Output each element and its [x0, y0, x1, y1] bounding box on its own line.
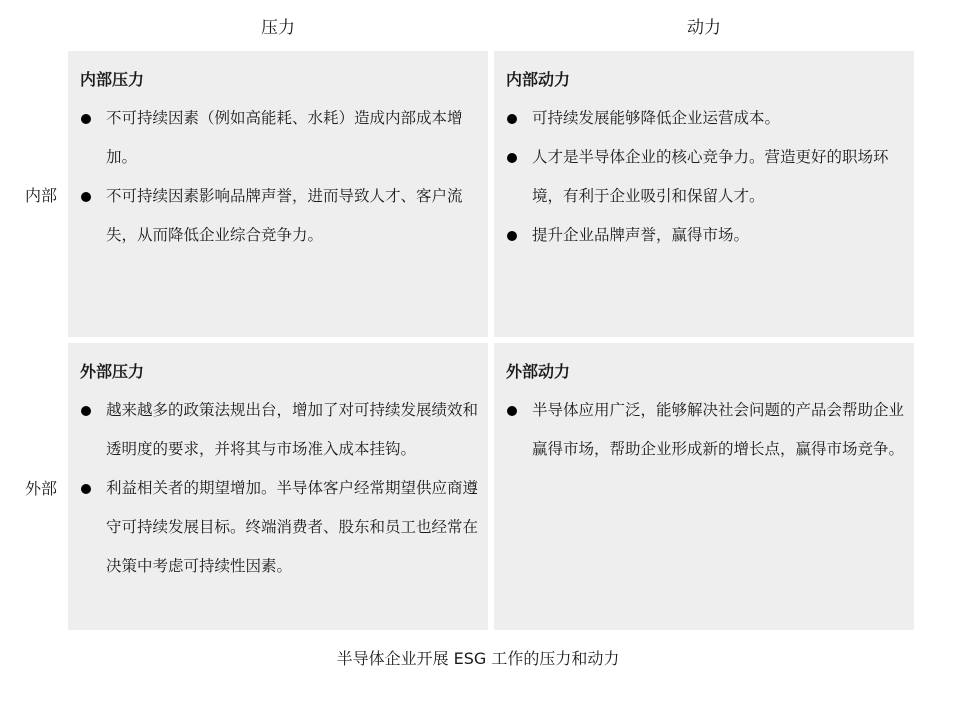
bullet-list	[80, 391, 478, 586]
list-item	[80, 469, 478, 586]
list-item	[506, 216, 904, 255]
list-item-text: 不可持续因素影响品牌声誉，进而导致人才、客户流失，从而降低企业综合竞争力。	[106, 187, 463, 244]
list-item-text: 人才是半导体企业的核心竞争力。营造更好的职场环境，有利于企业吸引和保留人才。	[532, 148, 889, 205]
bullet-list	[80, 99, 478, 255]
cell-title: 内部压力	[80, 70, 145, 89]
list-item-text: 利益相关者的期望增加。半导体客户经常期望供应商遵守可持续发展目标。终端消费者、股东和员工也经常在决策中考虑可持续性因素。	[106, 479, 479, 575]
cell-title: 外部压力	[80, 362, 145, 381]
bullet-list	[506, 391, 904, 469]
list-item	[80, 99, 478, 177]
list-item	[80, 177, 478, 255]
row-header-external: 外部	[24, 479, 57, 498]
bullet-icon	[81, 114, 91, 124]
column-header-drive: 动力	[687, 18, 721, 38]
cell-external-drive	[494, 343, 914, 630]
bullet-icon	[507, 406, 517, 416]
list-item	[506, 99, 904, 138]
list-item	[506, 391, 904, 469]
bullet-icon	[81, 484, 91, 494]
row-header-internal: 内部	[24, 186, 57, 205]
list-item-text: 可持续发展能够降低企业运营成本。	[532, 109, 781, 127]
list-item-text: 越来越多的政策法规出台，增加了对可持续发展绩效和透明度的要求，并将其与市场准入成本挂钩。	[106, 401, 479, 458]
bullet-icon	[81, 192, 91, 202]
cell-internal-drive	[494, 51, 914, 337]
column-header-pressure: 压力	[261, 18, 295, 38]
bullet-icon	[507, 231, 517, 241]
cell-title: 外部动力	[506, 362, 571, 381]
list-item-text: 提升企业品牌声誉，赢得市场。	[532, 226, 750, 244]
figure-caption: 半导体企业开展 ESG 工作的压力和动力	[336, 649, 620, 668]
bullet-icon	[507, 114, 517, 124]
list-item-text: 不可持续因素（例如高能耗、水耗）造成内部成本增加。	[106, 109, 463, 166]
bullet-icon	[81, 406, 91, 416]
list-item	[80, 391, 478, 469]
bullet-list	[506, 99, 904, 255]
cell-external-pressure	[68, 343, 488, 630]
list-item-text: 半导体应用广泛，能够解决社会问题的产品会帮助企业赢得市场，帮助企业形成新的增长点，赢得市场竞争。	[532, 401, 905, 458]
bullet-icon	[507, 153, 517, 163]
list-item	[506, 138, 904, 216]
cell-internal-pressure	[68, 51, 488, 337]
cell-title: 内部动力	[506, 70, 571, 89]
